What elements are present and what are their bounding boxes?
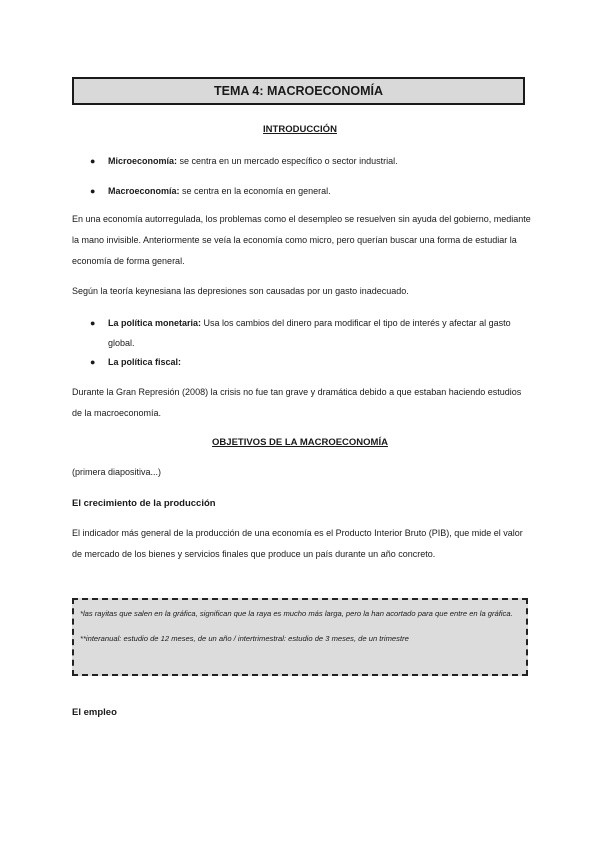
slide-note: (primera diapositiva...) <box>72 467 162 477</box>
note-text: *las rayitas que salen en la gráfica, significan que la raya es mucho más larga, pero la han acortado para que entre en la gráfica. <box>80 609 513 618</box>
paragraph: En una economía autorregulada, los problemas como el desempleo se resuelven sin ayuda del gobierno, mediante la mano invisible. Anteriormente se veía la economía como micro, pero querían buscar una forma de estudiar la economía de forma general. <box>72 214 531 266</box>
subheading-production: El crecimiento de la producción <box>72 498 216 509</box>
subheading-employment: El empleo <box>72 707 117 718</box>
paragraph: Según la teoría keynesiana las depresiones son causadas por un gasto inadecuado. <box>72 286 409 296</box>
intro-heading: INTRODUCCIÓN <box>263 124 337 135</box>
paragraph: Durante la Gran Represión (2008) la crisis no fue tan grave y dramática debido a que estaban haciendo estudios de la macroeconomía. <box>72 387 522 418</box>
bullet-term: Microeconomía: <box>108 156 178 166</box>
objectives-heading: OBJETIVOS DE LA MACROECONOMÍA <box>212 437 388 448</box>
bullet-term: Macroeconomía: <box>108 186 180 196</box>
page-title: TEMA 4: MACROECONOMÍA <box>72 77 525 105</box>
bullet-icon: ● <box>90 318 96 328</box>
bullet-term: La política fiscal: <box>108 357 182 367</box>
bullet-text: se centra en la economía en general. <box>179 186 331 196</box>
bullet-icon: ● <box>90 156 96 166</box>
bullet-term: La política monetaria: <box>108 318 202 328</box>
bullet-icon: ● <box>90 357 96 367</box>
bullet-text: se centra en un mercado específico o sector industrial. <box>177 156 398 166</box>
bullet-text: Usa los cambios del dinero para modificar el tipo de interés y afectar al gasto global. <box>108 318 511 348</box>
paragraph: El indicador más general de la producción de una economía es el Producto Interior Bruto (PIB), que mide el valor de mercado de los bienes y servicios finales que produce un país durante un año concreto. <box>72 528 523 559</box>
note-text: **interanual: estudio de 12 meses, de un año / intertrimestral: estudio de 3 meses, de un trimestre <box>80 634 409 643</box>
note-box <box>72 598 528 676</box>
bullet-icon: ● <box>90 186 96 196</box>
